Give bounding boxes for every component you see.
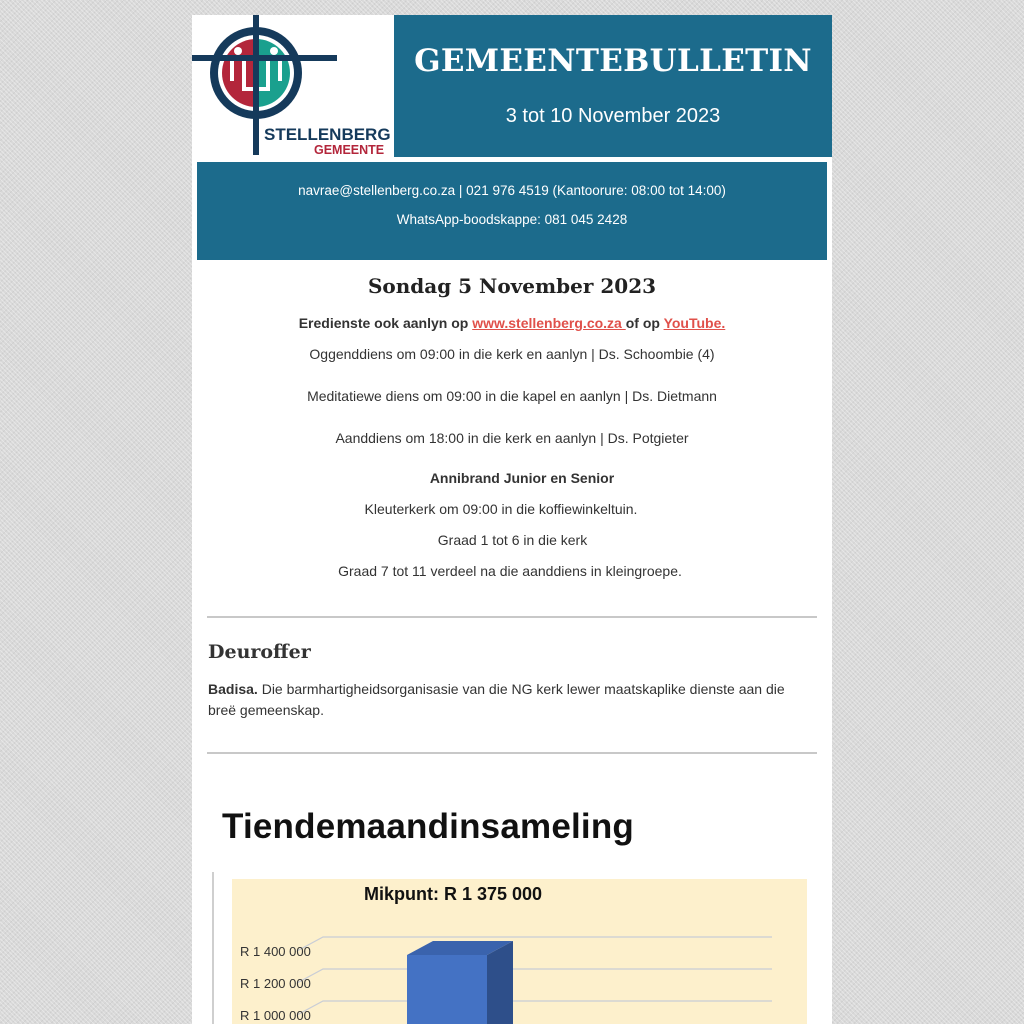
chart-ytick-label: R 1 400 000 bbox=[240, 944, 311, 959]
service-evening: Aanddiens om 18:00 in die kerk en aanlyn | Ds. Potgieter bbox=[335, 430, 689, 446]
service-morning: Oggenddiens om 09:00 in die kerk en aanlyn | Ds. Schoombie (4) bbox=[309, 346, 715, 362]
contact-email-phone: navrae@stellenberg.co.za | 021 976 4519 (Kantoorure: 08:00 tot 14:00) bbox=[298, 183, 726, 198]
deuroffer-lead: Badisa. bbox=[208, 681, 258, 697]
chart-left-border bbox=[212, 872, 214, 1024]
youth-line-kleuterkerk: Kleuterkerk om 09:00 in die koffiewinkeltuin. bbox=[364, 501, 638, 517]
deuroffer-title: Deuroffer bbox=[208, 641, 311, 663]
chart-title: Tiendemaandinsameling bbox=[222, 807, 634, 846]
chart-bar bbox=[407, 955, 487, 1024]
contact-bar bbox=[197, 162, 827, 260]
deuroffer-text bbox=[208, 679, 813, 721]
divider bbox=[207, 616, 817, 618]
sunday-title: Sondag 5 November 2023 bbox=[367, 274, 657, 298]
divider bbox=[207, 752, 817, 754]
logo bbox=[192, 15, 394, 157]
service-meditative: Meditatiewe diens om 09:00 in die kapel en aanlyn | Ds. Dietmann bbox=[307, 388, 717, 404]
bulletin-date: 3 tot 10 November 2023 bbox=[505, 105, 721, 127]
fundraising-chart-svg bbox=[212, 872, 812, 1024]
logo-subname: GEMEENTE bbox=[314, 143, 385, 157]
bulletin-page bbox=[192, 15, 832, 1024]
header-banner bbox=[394, 15, 832, 157]
fundraising-chart bbox=[212, 872, 812, 1024]
logo-name: STELLENBERG bbox=[264, 125, 391, 144]
chart-subtitle: Mikpunt: R 1 375 000 bbox=[364, 884, 543, 904]
online-services-line bbox=[192, 315, 832, 331]
online-prefix: Eredienste ook aanlyn op bbox=[298, 315, 473, 331]
chart-ytick-label: R 1 200 000 bbox=[240, 976, 311, 991]
youth-line-graad-7-11: Graad 7 tot 11 verdeel na die aanddiens in kleingroepe. bbox=[338, 563, 682, 579]
bulletin-title: GEMEENTEBULLETIN bbox=[414, 43, 812, 79]
youth-line-graad-1-6: Graad 1 tot 6 in die kerk bbox=[437, 532, 588, 548]
youth-title: Annibrand Junior en Senior bbox=[429, 470, 615, 486]
deuroffer-body: Die barmhartigheidsorganisasie van die NG kerk lewer maatskaplike dienste aan die breë gemeenskap. bbox=[208, 681, 785, 718]
stellenberg-logo-icon bbox=[192, 15, 394, 157]
website-link[interactable]: www.stellenberg.co.za bbox=[472, 315, 626, 331]
online-middle: of op bbox=[625, 315, 664, 331]
chart-ytick-label: R 1 000 000 bbox=[240, 1008, 311, 1023]
contact-whatsapp: WhatsApp-boodskappe: 081 045 2428 bbox=[396, 212, 628, 227]
youtube-link[interactable]: YouTube. bbox=[663, 315, 726, 331]
chart-bar-side bbox=[487, 941, 513, 1024]
